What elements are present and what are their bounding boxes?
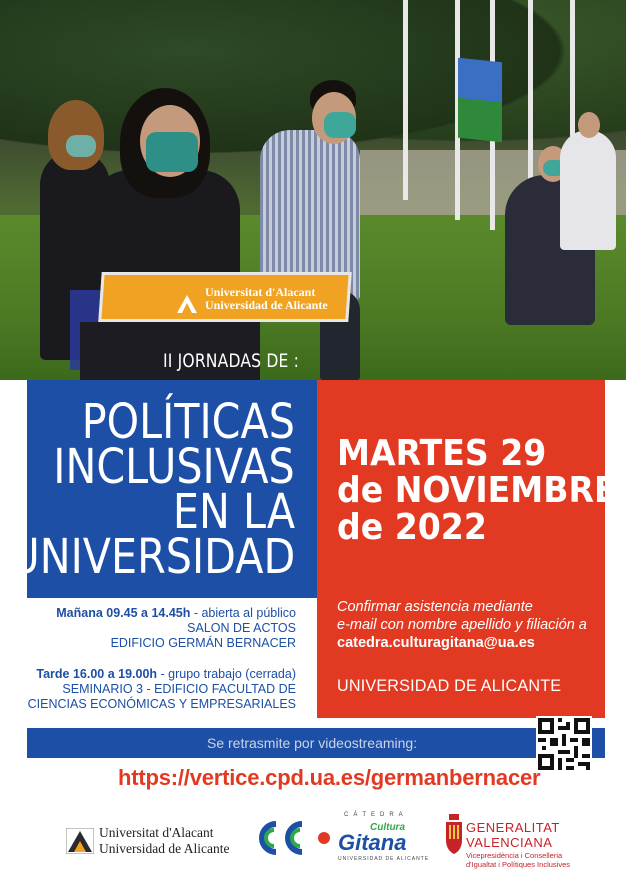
header-photo (0, 0, 626, 380)
generalitat-logo-icon (444, 814, 464, 860)
qr-code-icon[interactable] (536, 716, 592, 772)
title-line-2: INCLUSIVAS (53, 439, 295, 495)
title-block (9, 380, 317, 598)
gitana-cultura: Cultura (370, 822, 405, 833)
title-line-4: UNIVERSIDAD (9, 529, 295, 585)
date-line-3: de 2022 (337, 507, 487, 548)
afternoon-time: Tarde 16.00 a 19.00h (36, 667, 158, 681)
podium-text (205, 286, 328, 312)
catedra-gitana-logo-icon (258, 820, 336, 856)
generalitat-line-3: Vicepresidència i Conselleria (466, 851, 563, 860)
confirm-line-1: Confirmar asistencia mediante (337, 599, 533, 615)
streaming-bar (27, 728, 605, 758)
title-line-3: EN LA (172, 484, 295, 540)
podium-line-1: Universitat d'Alacant (205, 285, 316, 299)
streaming-label: Se retrasmite por videostreaming: (207, 735, 418, 751)
morning-schedule (56, 606, 296, 651)
morning-desc: - abierta al público (190, 606, 296, 620)
generalitat-line-4: d'Igualtat i Polítiques Inclusives (466, 860, 570, 869)
person-face (578, 112, 600, 138)
gitana-university: UNIVERSIDAD DE ALICANTE (338, 856, 430, 862)
university-logo-icon (66, 828, 94, 854)
morning-place-2: EDIFICIO GERMÁN BERNACER (110, 636, 296, 650)
afternoon-schedule (28, 667, 296, 712)
podium-line-2: Universidad de Alicante (205, 298, 328, 312)
morning-time: Mañana 09.45 a 14.45h (56, 606, 191, 620)
face-mask (324, 112, 356, 138)
face-mask (146, 132, 198, 172)
gitana-catedra: CÁTEDRA (344, 812, 408, 818)
university-logo-icon (176, 293, 198, 315)
contact-email[interactable]: catedra.culturagitana@ua.es (337, 635, 535, 651)
afternoon-desc: - grupo trabajo (cerrada) (157, 667, 296, 681)
face-mask (66, 135, 96, 157)
university-logo-line-2: Universidad de Alicante (99, 841, 230, 856)
confirm-line-2: e-mail con nombre apellido y filiación a (337, 617, 587, 633)
title-line-1: POLÍTICAS (81, 394, 295, 450)
streaming-url[interactable]: https://vertice.cpd.ua.es/germanbernacer (118, 765, 541, 790)
university-logo-line-1: Universitat d'Alacant (99, 825, 214, 840)
afternoon-place-2: CIENCIAS ECONÓMICAS Y EMPRESARIALES (27, 697, 296, 711)
catedra-gitana-logo (258, 812, 430, 864)
afternoon-place-1: SEMINARIO 3 - EDIFICIO FACULTAD DE (62, 682, 296, 696)
date-line-1: MARTES 29 (337, 433, 547, 474)
generalitat-line-1: GENERALITAT (466, 820, 560, 835)
flag-pole (403, 0, 408, 200)
gitana-name: Gitana (338, 830, 407, 855)
university-name: UNIVERSIDAD DE ALICANTE (337, 676, 562, 695)
confirm-text (337, 598, 587, 652)
date-block (317, 380, 617, 718)
event-subtitle: II JORNADAS DE : (163, 350, 300, 372)
morning-place-1: SALON DE ACTOS (187, 621, 296, 635)
person (560, 130, 616, 250)
university-logo-text (99, 825, 229, 857)
date-line-2: de NOVIEMBRE (337, 470, 617, 511)
generalitat-dept (466, 851, 570, 869)
flag (458, 58, 502, 143)
generalitat-line-2: VALENCIANA (466, 835, 553, 850)
